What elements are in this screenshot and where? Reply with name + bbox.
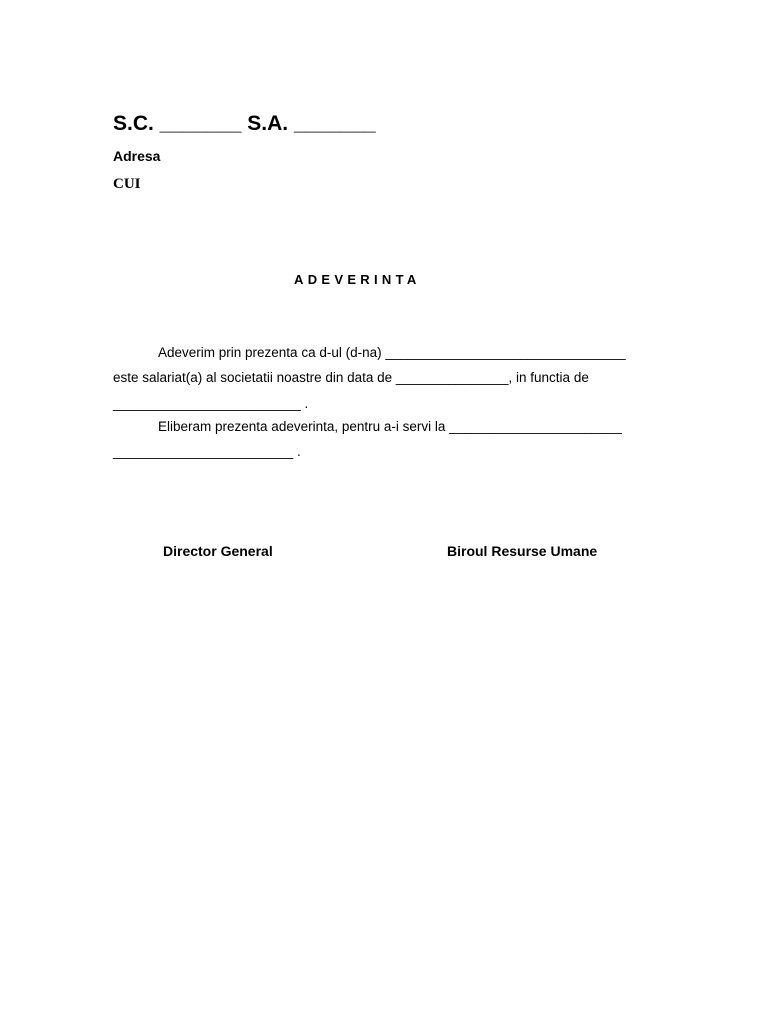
paragraph-2-line-1: Eliberam prezenta adeverinta, pentru a-i servi la _______________________ [158,419,622,434]
document-title: ADEVERINTA [294,272,421,287]
signature-hr-office: Biroul Resurse Umane [447,543,598,559]
address-label: Adresa [113,148,161,164]
paragraph-1-line-1: Adeverim prin prezenta ca d-ul (d-na) ________________________________ [158,345,626,360]
paragraph-1-line-3: _________________________ . [113,396,309,411]
company-header: S.C. _______ S.A. _______ [113,112,376,135]
paragraph-1-line-2: este salariat(a) al societatii noastre din data de _______________, in functia de [113,370,589,385]
paragraph-2-line-2: ________________________ . [113,444,301,459]
cui-label: CUI [113,176,141,192]
signature-director-general: Director General [163,543,273,559]
